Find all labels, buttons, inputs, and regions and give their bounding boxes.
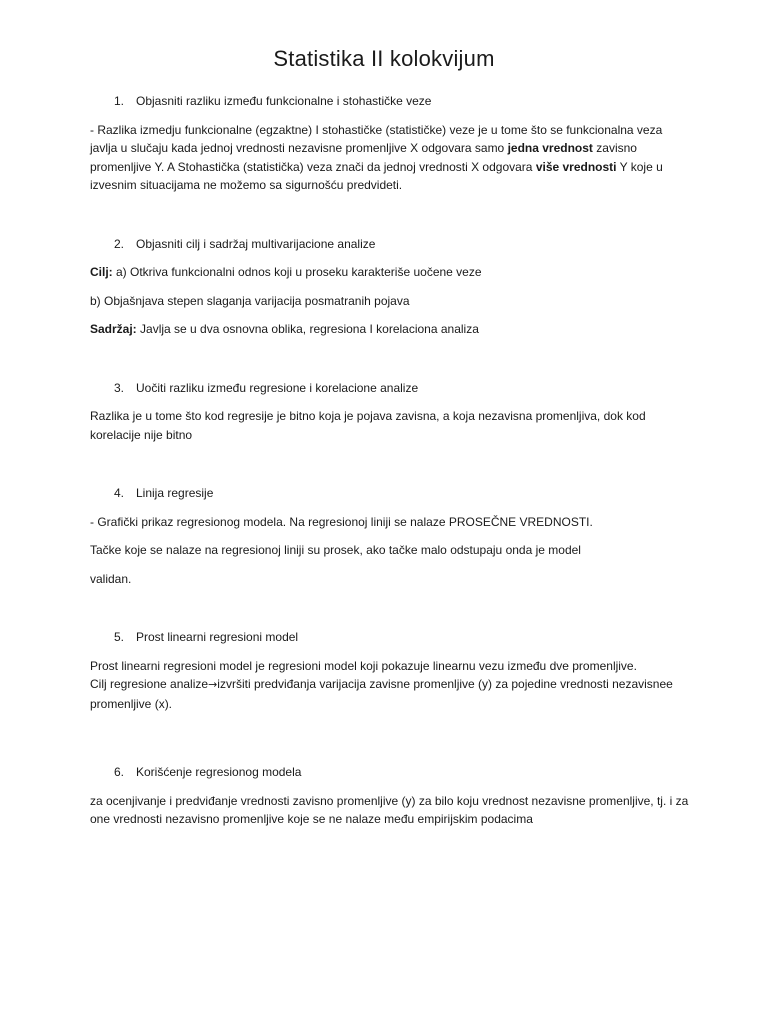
- answer-1-bold-1: jedna vrednost: [507, 141, 593, 155]
- answer-1-bold-2: više vrednosti: [535, 159, 617, 174]
- question-5-heading: [90, 628, 690, 647]
- question-6-number: 6.: [114, 765, 125, 779]
- question-3-answer: Razlika je u tome što kod regresije je bitno koja je pojava zavisna, a koja nezavisna promenljiva, dok kod korelacije nije bitno: [90, 409, 646, 442]
- question-5-number: 5.: [114, 630, 125, 644]
- question-1-heading: [90, 92, 690, 111]
- question-2-text: Objasniti cilj i sadržaj multivarijacione analize: [136, 236, 376, 251]
- question-4-heading: [90, 484, 690, 503]
- document-title: Statistika II kolokvijum: [273, 46, 495, 71]
- sadrzaj-label: Sadržaj:: [90, 322, 137, 336]
- question-5-answer: [90, 657, 690, 714]
- answer-5-line-1: Prost linearni regresioni model je regresioni model koji pokazuje linearnu vezu između dve promenljive.: [90, 658, 637, 673]
- answer-1-text-3: Y koje u izvesnim situacijama ne možemo sa sigurnošću predvideti.: [90, 159, 663, 192]
- question-2-cilj-b: b) Objašnjava stepen slaganja varijacija posmatranih pojava: [90, 293, 410, 308]
- question-4-line-2: Tačke koje se nalaze na regresionoj liniji su prosek, ako tačke malo odstupaju onda je model: [90, 543, 581, 557]
- question-6-heading: [90, 763, 690, 782]
- question-6-answer: za ocenjivanje i predviđanje vrednosti zavisno promenljive (y) za bilo koju vrednost nezavisne promenljive, tj. i za one vrednosti nezavisno promenljive koje se ne nalaze među empirijskim podacima: [90, 793, 689, 826]
- question-4-number: 4.: [114, 486, 125, 500]
- answer-5-line-2-post: izvršiti predviđanja varijacija zavisne promenljive (y) za pojedine vrednosti nezavisnee promenljive (x).: [90, 677, 673, 711]
- question-2-cilj-a: [90, 263, 690, 282]
- sadrzaj-text: Javlja se u dva osnovna oblika, regresiona I korelaciona analiza: [136, 322, 479, 336]
- question-4-line-3: validan.: [90, 571, 132, 586]
- question-1-number: 1.: [114, 94, 125, 108]
- cilj-label: Cilj:: [90, 265, 113, 279]
- question-2-heading: [90, 235, 690, 254]
- question-1-answer: [90, 121, 690, 195]
- question-3-heading: [90, 379, 690, 398]
- right-arrow-icon: →: [208, 678, 218, 691]
- question-1-text: Objasniti razliku između funkcionalne i stohastičke veze: [136, 94, 432, 108]
- question-2-sadrzaj: [90, 320, 690, 339]
- answer-1-text-1: - Razlika izmedju funkcionalne (egzaktne) I stohastičke (statističke) veze je u tome što se funkcionalna veza javlja u slučaju kada jednoj vrednosti nezavisne promenljive X odgovara samo: [90, 122, 663, 155]
- cilj-a-text: a) Otkriva funkcionalni odnos koji u proseku karakteriše uočene veze: [112, 265, 482, 279]
- question-3-number: 3.: [114, 380, 125, 395]
- document-body: [90, 92, 690, 829]
- question-4-text: Linija regresije: [136, 486, 214, 500]
- answer-1-text-2: zavisno promenljive Y. A Stohastička (statistička) veza znači da jednoj vrednosti X odgovara: [90, 141, 637, 174]
- question-2-number: 2.: [114, 236, 125, 251]
- question-3-text: Uočiti razliku između regresione i korelacione analize: [136, 380, 419, 395]
- question-6-text: Korišćenje regresionog modela: [136, 765, 302, 779]
- answer-5-line-2-pre: Cilj regresione analize: [90, 677, 209, 691]
- question-4-line-1: - Grafički prikaz regresionog modela. Na regresionoj liniji se nalaze PROSEČNE VREDNOSTI.: [90, 514, 593, 529]
- question-5-text: Prost linearni regresioni model: [136, 630, 299, 644]
